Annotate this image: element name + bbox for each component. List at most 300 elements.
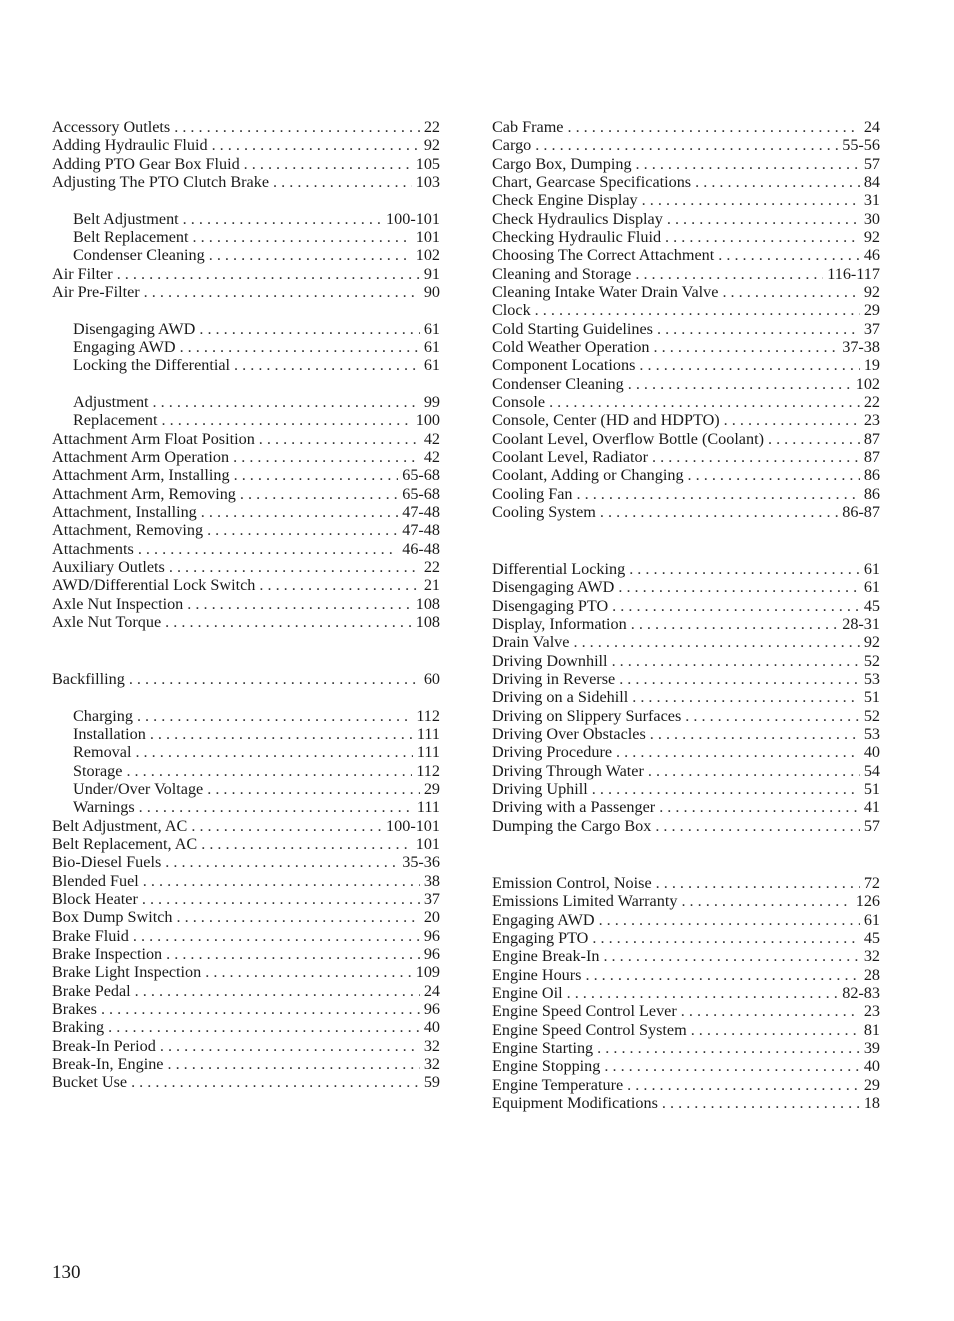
entry-page: 52 (863, 706, 880, 725)
entry-label: Driving Over Obstacles (492, 725, 646, 744)
entry-page: 92 (423, 136, 440, 155)
index-entry (492, 1076, 880, 1094)
entry-label: Cab Frame (492, 118, 564, 136)
index-entry (52, 155, 440, 173)
entry-label: Bio-Diesel Fuels (52, 853, 162, 872)
entry-page: 92 (863, 282, 880, 301)
entry-label: Braking (52, 1018, 105, 1037)
entry-page: 84 (863, 172, 880, 191)
index-entry (52, 136, 440, 154)
entry-page: 100-101 (386, 209, 440, 228)
dot-leader (688, 466, 860, 484)
entry-label: Attachment, Installing (52, 502, 197, 521)
section-gap (492, 521, 880, 560)
entry-label: Bucket Use (52, 1073, 128, 1092)
entry-label: Adjusting The PTO Clutch Brake (52, 172, 270, 191)
entry-page: 61 (863, 560, 880, 579)
entry-label: Cargo (492, 136, 532, 155)
dot-leader (685, 707, 860, 725)
entry-label: Installation (73, 725, 146, 744)
entry-page: 99 (423, 392, 440, 411)
index-entry (492, 743, 880, 761)
dot-leader (724, 411, 860, 429)
entry-page: 53 (863, 670, 880, 689)
dot-leader (207, 780, 420, 798)
dot-leader (631, 615, 839, 633)
dot-leader (639, 356, 859, 374)
dot-leader (722, 283, 859, 301)
index-entry (492, 707, 880, 725)
entry-label: Warnings (73, 798, 135, 817)
entry-page: 39 (863, 1038, 880, 1057)
entry-page: 38 (423, 871, 440, 890)
index-entry (492, 780, 880, 798)
entry-label: Driving Procedure (492, 743, 613, 762)
entry-label: Check Hydraulics Display (492, 209, 663, 228)
entry-page: 102 (855, 374, 880, 393)
entry-label: Chart, Gearcase Specifications (492, 172, 692, 191)
dot-leader (654, 338, 839, 356)
entry-label: Box Dump Switch (52, 908, 173, 927)
entry-page: 96 (423, 945, 440, 963)
dot-leader (133, 927, 420, 945)
entry-page: 87 (863, 447, 880, 466)
dot-leader (592, 780, 860, 798)
index-entry (52, 558, 440, 576)
entry-label: Engine Speed Control System (492, 1020, 687, 1039)
dot-leader (150, 725, 413, 743)
entry-page: 55-56 (842, 136, 880, 155)
entry-page: 103 (415, 172, 440, 191)
dot-leader (162, 411, 412, 429)
entry-page: 51 (863, 688, 880, 707)
dot-leader (535, 136, 838, 154)
entry-label: Driving Through Water (492, 761, 644, 780)
entry-page: 42 (423, 447, 440, 466)
index-entry (492, 411, 880, 429)
dot-leader (655, 817, 859, 835)
dot-leader (642, 191, 860, 209)
index-entry (492, 466, 880, 484)
entry-page: 86 (863, 466, 880, 485)
entry-label: Console (492, 392, 546, 411)
entry-page: 61 (423, 337, 440, 356)
entry-label: Locking the Differential (73, 356, 231, 375)
index-entry (492, 911, 880, 929)
index-entry (492, 688, 880, 706)
dot-leader (199, 320, 419, 338)
entry-label: Coolant, Adding or Changing (492, 466, 684, 485)
entry-page: 37 (863, 319, 880, 338)
dot-leader (718, 246, 860, 264)
index-entry (52, 927, 440, 945)
index-entry (52, 890, 440, 908)
dot-leader (652, 448, 860, 466)
index-entry (52, 982, 440, 1000)
index-column-left (52, 118, 440, 1092)
entry-label: Coolant Level, Radiator (492, 447, 648, 466)
index-entry (492, 191, 880, 209)
entry-page: 112 (416, 706, 440, 725)
dot-leader (160, 1037, 420, 1055)
dot-leader (144, 283, 420, 301)
entry-label: Blended Fuel (52, 871, 139, 890)
entry-page: 35-36 (402, 853, 440, 872)
index-entry (492, 320, 880, 338)
index-entry (52, 576, 440, 594)
entry-page: 61 (423, 319, 440, 338)
entry-page: 112 (416, 761, 440, 780)
dot-leader (636, 155, 860, 173)
index-entry (492, 173, 880, 191)
dot-leader (600, 503, 838, 521)
entry-label: Belt Adjustment, AC (52, 816, 188, 835)
entry-label: Belt Adjustment (73, 209, 179, 228)
index-entry (492, 1094, 880, 1112)
entry-label: Cleaning Intake Water Drain Valve (492, 282, 719, 301)
dot-leader (650, 725, 860, 743)
entry-label: Attachment Arm, Removing (52, 484, 236, 503)
dot-leader (597, 1039, 860, 1057)
entry-label: Air Filter (52, 264, 113, 283)
dot-leader (142, 890, 420, 908)
entry-page: 101 (415, 835, 440, 854)
index-subentry (52, 356, 440, 374)
entry-label: Cooling System (492, 502, 596, 521)
dot-leader (567, 118, 859, 136)
dot-leader (166, 945, 420, 963)
entry-page: 22 (423, 557, 440, 576)
entry-page: 53 (863, 725, 880, 744)
dot-leader (567, 984, 839, 1002)
dot-leader (108, 1018, 420, 1036)
entry-page: 19 (863, 356, 880, 375)
dot-leader (138, 540, 398, 558)
entry-page: 30 (863, 209, 880, 228)
index-entry (52, 283, 440, 301)
index-entry (492, 892, 880, 910)
index-entry (492, 947, 880, 965)
index-subentry (52, 780, 440, 798)
dot-leader (681, 892, 851, 910)
entry-label: Cold Weather Operation (492, 337, 650, 356)
entry-label: Condenser Cleaning (73, 246, 205, 265)
entry-label: Disengaging PTO (492, 596, 609, 615)
entry-page: 31 (863, 191, 880, 210)
dot-leader (234, 356, 420, 374)
page-number: 130 (52, 1262, 81, 1283)
dot-leader (599, 911, 860, 929)
section-gap (52, 375, 440, 393)
index-entry (52, 1037, 440, 1055)
entry-page: 108 (415, 612, 440, 631)
section-gap (52, 688, 440, 706)
index-entry (52, 1000, 440, 1018)
index-entry (492, 652, 880, 670)
entry-page: 108 (415, 594, 440, 613)
dot-leader (535, 301, 860, 319)
entry-page: 29 (863, 301, 880, 320)
entry-page: 126 (855, 892, 880, 911)
index-entry (492, 375, 880, 393)
index-entry (492, 228, 880, 246)
entry-label: Dumping the Cargo Box (492, 816, 652, 835)
index-entry (492, 301, 880, 319)
section-gap (52, 191, 440, 209)
entry-page: 22 (423, 118, 440, 136)
index-entry (492, 338, 880, 356)
index-entry (492, 1002, 880, 1020)
section-gap (52, 301, 440, 319)
index-entry (52, 945, 440, 963)
index-entry (492, 485, 880, 503)
index-subentry (52, 411, 440, 429)
section-gap (52, 631, 440, 670)
entry-page: 40 (863, 1057, 880, 1076)
dot-leader (612, 652, 860, 670)
dot-leader (201, 503, 398, 521)
entry-page: 47-48 (402, 502, 440, 521)
dot-leader (549, 393, 860, 411)
entry-label: Engaging AWD (492, 910, 595, 929)
entry-page: 23 (863, 411, 880, 430)
entry-page: 101 (415, 227, 440, 246)
dot-leader (259, 430, 420, 448)
index-subentry (52, 210, 440, 228)
entry-page: 111 (416, 798, 440, 817)
entry-page: 37 (423, 890, 440, 909)
entry-page: 40 (863, 743, 880, 762)
index-entry (492, 817, 880, 835)
index-entry (492, 136, 880, 154)
entry-label: Axle Nut Torque (52, 612, 162, 631)
entry-page: 96 (423, 999, 440, 1018)
index-subentry (52, 798, 440, 816)
entry-label: Equipment Modifications (492, 1093, 658, 1112)
index-entry (492, 615, 880, 633)
dot-leader (126, 762, 412, 780)
entry-label: Drain Valve (492, 633, 570, 652)
entry-page: 91 (423, 264, 440, 283)
entry-label: Replacement (73, 411, 158, 430)
index-entry (492, 670, 880, 688)
entry-page: 111 (416, 725, 440, 744)
entry-label: Brake Light Inspection (52, 963, 202, 982)
entry-page: 87 (863, 429, 880, 448)
entry-label: Attachment Arm, Installing (52, 466, 230, 485)
dot-leader (209, 246, 412, 264)
entry-page: 32 (423, 1036, 440, 1055)
entry-page: 29 (423, 780, 440, 799)
dot-leader (205, 963, 411, 981)
entry-page: 24 (863, 118, 880, 136)
entry-page: 65-68 (402, 466, 440, 485)
index-entry (52, 908, 440, 926)
entry-page: 37-38 (842, 337, 880, 356)
index-entry (492, 1039, 880, 1057)
entry-label: Adding PTO Gear Box Fluid (52, 154, 240, 173)
entry-page: 20 (423, 908, 440, 927)
entry-page: 32 (863, 947, 880, 966)
index-entry (52, 265, 440, 283)
entry-page: 61 (423, 356, 440, 375)
index-entry (52, 173, 440, 191)
index-subentry (52, 246, 440, 264)
entry-label: Clock (492, 301, 531, 320)
entry-label: Cargo Box, Dumping (492, 154, 632, 173)
entry-label: Checking Hydraulic Fluid (492, 227, 662, 246)
entry-label: Engine Break-In (492, 947, 600, 966)
entry-page: 24 (423, 981, 440, 1000)
entry-page: 51 (863, 780, 880, 799)
index-entry (492, 265, 880, 283)
entry-label: Engaging PTO (492, 928, 589, 947)
index-entry (52, 485, 440, 503)
dot-leader (629, 560, 860, 578)
dot-leader (604, 1057, 859, 1075)
entry-page: 82-83 (842, 983, 880, 1002)
dot-leader (273, 173, 412, 191)
entry-label: Engine Starting (492, 1038, 594, 1057)
entry-label: AWD/Differential Lock Switch (52, 576, 256, 595)
index-entry (492, 430, 880, 448)
entry-label: Belt Replacement (73, 227, 189, 246)
dot-leader (632, 688, 860, 706)
dot-leader (143, 872, 420, 890)
index-entry (52, 963, 440, 981)
index-entry (492, 1057, 880, 1075)
index-entry (492, 283, 880, 301)
entry-page: 22 (863, 392, 880, 411)
dot-leader (131, 1073, 420, 1091)
entry-page: 90 (423, 282, 440, 301)
entry-label: Driving on Slippery Surfaces (492, 706, 682, 725)
entry-label: Engine Speed Control Lever (492, 1002, 677, 1021)
dot-leader (183, 210, 382, 228)
dot-leader (656, 874, 860, 892)
entry-page: 45 (863, 928, 880, 947)
index-entry (52, 817, 440, 835)
index-entry (492, 578, 880, 596)
index-entry (52, 853, 440, 871)
entry-label: Attachment Arm Float Position (52, 429, 255, 448)
index-entry (492, 597, 880, 615)
dot-leader (101, 1000, 420, 1018)
dot-leader (135, 743, 412, 761)
dot-leader (167, 1055, 419, 1073)
entry-label: Engine Oil (492, 983, 563, 1002)
index-subentry (52, 393, 440, 411)
index-subentry (52, 320, 440, 338)
dot-leader (259, 576, 419, 594)
index-entry (52, 430, 440, 448)
entry-page: 32 (423, 1054, 440, 1073)
dot-leader (619, 670, 860, 688)
entry-page: 54 (863, 761, 880, 780)
dot-leader (616, 743, 860, 761)
index-entry (52, 521, 440, 539)
entry-page: 45 (863, 596, 880, 615)
entry-label: Driving Downhill (492, 651, 608, 670)
entry-label: Driving with a Passenger (492, 798, 656, 817)
dot-leader (153, 393, 420, 411)
dot-leader (193, 228, 412, 246)
index-subentry (52, 707, 440, 725)
dot-leader (662, 1094, 860, 1112)
entry-label: Air Pre-Filter (52, 282, 140, 301)
entry-label: Engaging AWD (73, 337, 176, 356)
entry-label: Display, Information (492, 615, 627, 634)
entry-page: 65-68 (402, 484, 440, 503)
index-entry (492, 874, 880, 892)
entry-label: Choosing The Correct Attachment (492, 246, 715, 265)
index-entry (492, 1021, 880, 1039)
entry-page: 47-48 (402, 521, 440, 540)
entry-label: Engine Temperature (492, 1075, 624, 1094)
entry-label: Attachment Arm Operation (52, 447, 230, 466)
dot-leader (612, 597, 860, 615)
entry-label: Cooling Fan (492, 484, 573, 503)
entry-page: 52 (863, 651, 880, 670)
entry-label: Condenser Cleaning (492, 374, 624, 393)
dot-leader (691, 1021, 860, 1039)
entry-page: 28 (863, 965, 880, 984)
dot-leader (233, 448, 420, 466)
index-entry (492, 966, 880, 984)
entry-page: 102 (415, 246, 440, 265)
index-entry (52, 670, 440, 688)
index-entry (52, 118, 440, 136)
dot-leader (207, 521, 398, 539)
dot-leader (768, 430, 860, 448)
entry-page: 23 (863, 1002, 880, 1021)
dot-leader (139, 798, 413, 816)
entry-label: Axle Nut Inspection (52, 594, 184, 613)
index-entry (52, 540, 440, 558)
dot-leader (695, 173, 860, 191)
index-entry (492, 448, 880, 466)
entry-page: 105 (415, 154, 440, 173)
index-subentry (52, 762, 440, 780)
dot-leader (117, 265, 420, 283)
entry-label: Coolant Level, Overflow Bottle (Coolant) (492, 429, 764, 448)
entry-label: Attachment, Removing (52, 521, 204, 540)
entry-page: 42 (423, 429, 440, 448)
index-subentry (52, 743, 440, 761)
entry-label: Differential Locking (492, 560, 626, 579)
index-entry (52, 503, 440, 521)
entry-page: 57 (863, 154, 880, 173)
entry-page: 116-117 (827, 264, 880, 283)
entry-label: Attachments (52, 539, 134, 558)
entry-page: 81 (863, 1020, 880, 1039)
entry-label: Disengaging AWD (73, 319, 196, 338)
dot-leader (659, 798, 860, 816)
index-subentry (52, 725, 440, 743)
dot-leader (191, 817, 382, 835)
entry-label: Driving Uphill (492, 780, 588, 799)
index-entry (492, 560, 880, 578)
entry-label: Check Engine Display (492, 191, 638, 210)
entry-page: 60 (423, 670, 440, 689)
index-subentry (52, 338, 440, 356)
entry-page: 86 (863, 484, 880, 503)
entry-label: Emission Control, Noise (492, 873, 652, 892)
index-column-right (492, 118, 880, 1112)
index-entry (52, 613, 440, 631)
dot-leader (573, 633, 859, 651)
entry-label: Belt Replacement, AC (52, 835, 198, 854)
